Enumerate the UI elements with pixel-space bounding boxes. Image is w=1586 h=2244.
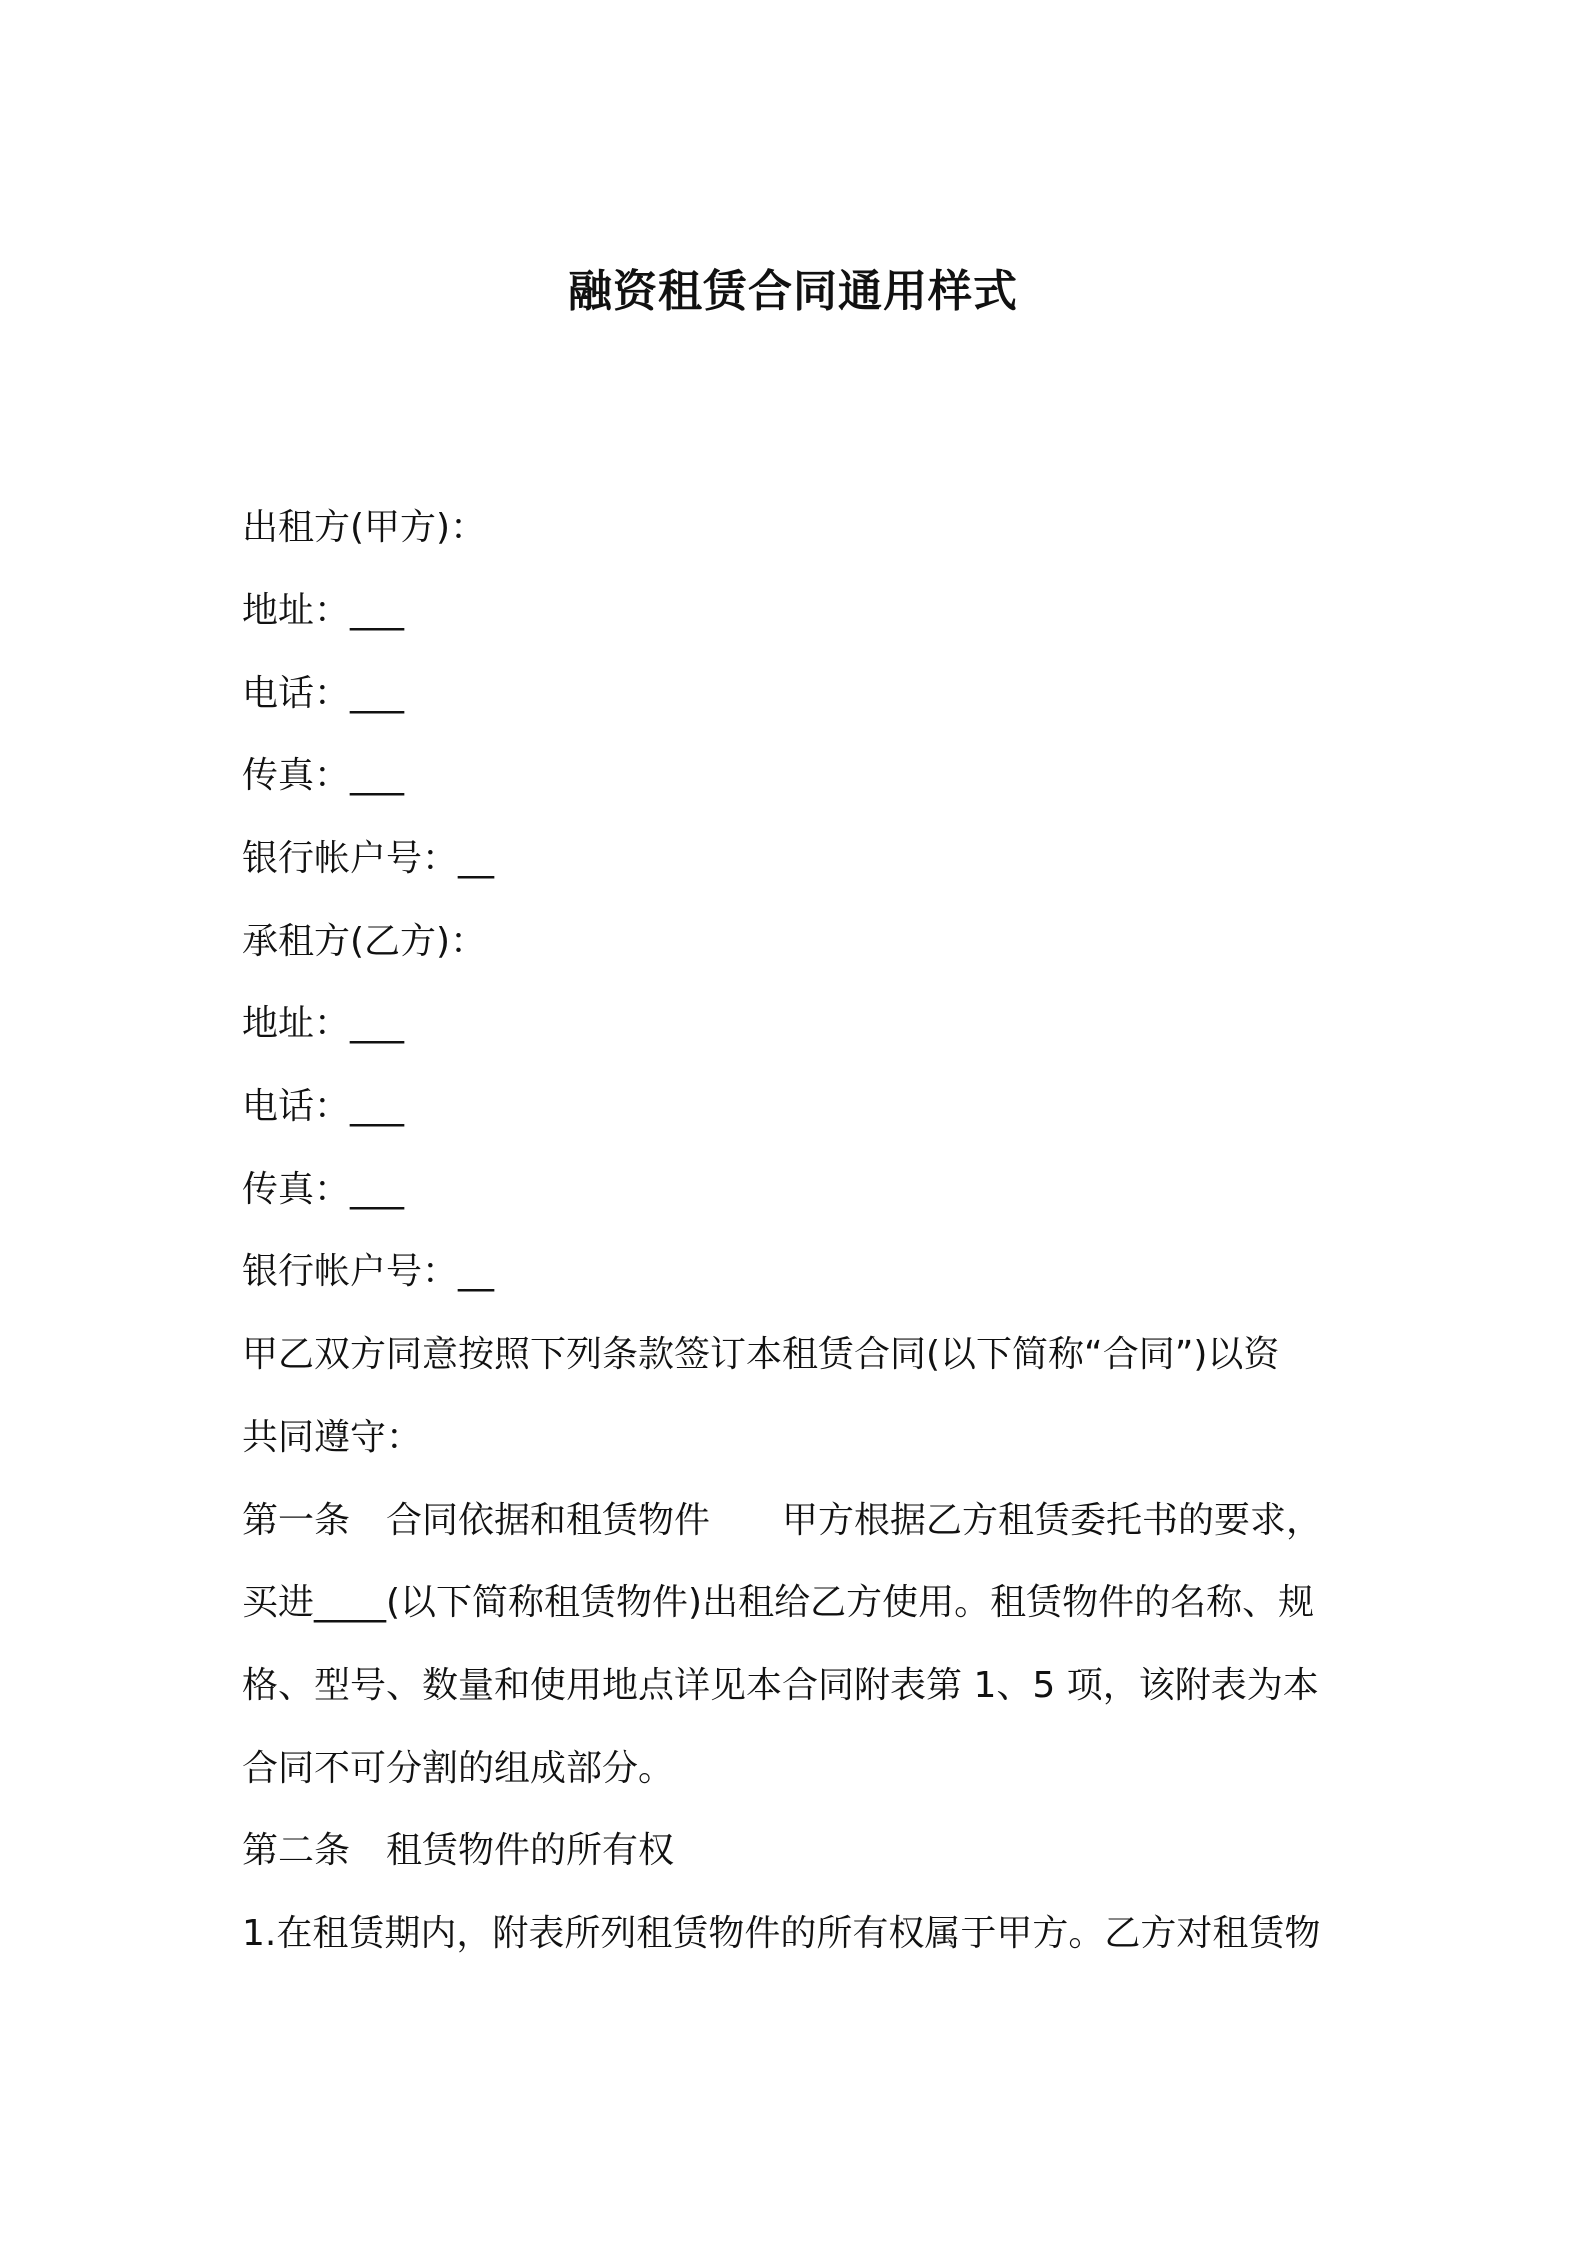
lessee-bank-account: 银行帐户号：__: [242, 1251, 495, 1292]
lessee-label: 承租方(乙方)：: [242, 921, 487, 962]
lessor-phone: 电话：___: [242, 673, 405, 714]
document-title: 融资租赁合同通用样式: [568, 266, 1018, 317]
preamble-line-2: 共同遵守：: [242, 1417, 423, 1458]
lessor-address: 地址：___: [242, 590, 405, 631]
lessor-fax: 传真：___: [242, 755, 405, 796]
article-2-heading: 第二条 租赁物件的所有权: [242, 1830, 675, 1871]
lessor-bank-account: 银行帐户号：__: [242, 838, 495, 879]
lessor-label: 出租方(甲方)：: [242, 507, 487, 548]
article-1-line-3: 格、型号、数量和使用地点详见本合同附表第 1、5 项，该附表为本: [242, 1665, 1319, 1706]
lessee-phone: 电话：___: [242, 1086, 405, 1127]
article-1-line-4: 合同不可分割的组成部分。: [242, 1748, 675, 1789]
article-2-clause-1: 1.在租赁期内，附表所列租赁物件的所有权属于甲方。乙方对租赁物: [242, 1913, 1321, 1954]
article-1-line-1: 第一条 合同依据和租赁物件 甲方根据乙方租赁委托书的要求，: [242, 1500, 1323, 1541]
lessee-fax: 传真：___: [242, 1169, 405, 1210]
lessee-address: 地址：___: [242, 1003, 405, 1044]
preamble-line-1: 甲乙双方同意按照下列条款签订本租赁合同(以下简称“合同”)以资: [242, 1334, 1280, 1375]
article-1-line-2: 买进____(以下简称租赁物件)出租给乙方使用。租赁物件的名称、规: [242, 1582, 1315, 1623]
